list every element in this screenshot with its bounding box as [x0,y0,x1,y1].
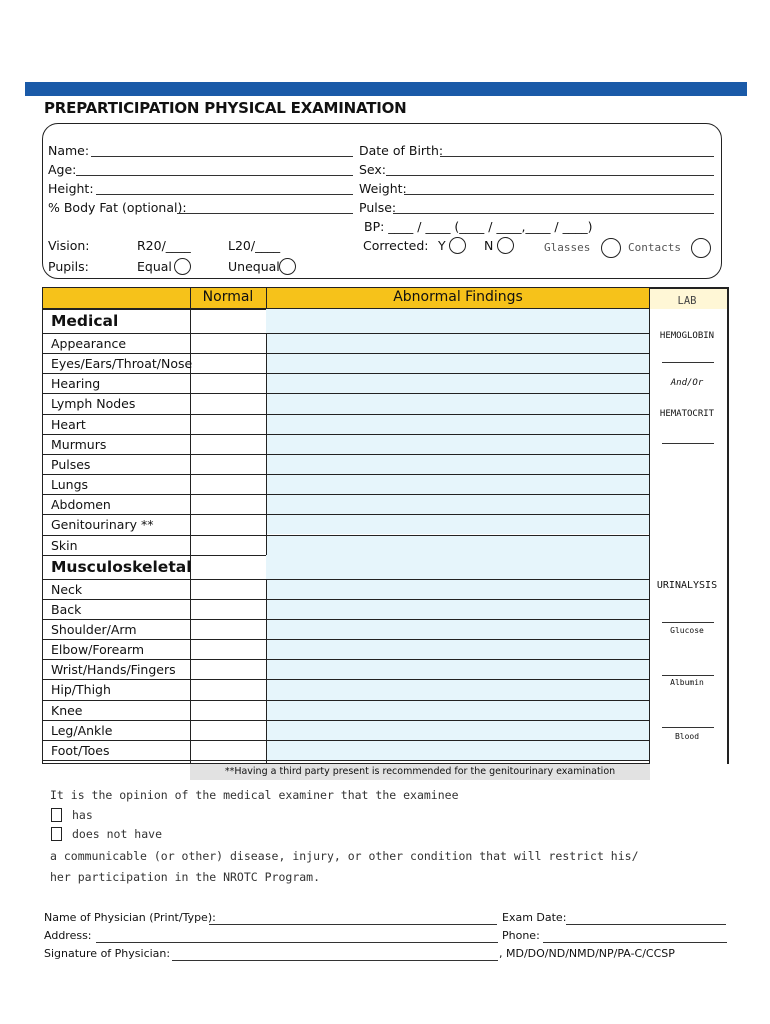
genitourinary-footnote: **Having a third party present is recommended for the genitourinary examination [190,764,650,780]
msk-row-label: Foot/Toes [51,742,110,758]
contacts-label: Contacts [628,241,681,254]
age-field[interactable] [76,163,353,176]
corrected-y-label: Y [438,238,446,253]
hematocrit-field[interactable] [662,443,714,444]
l20-field[interactable]: L20/____ [228,238,281,253]
phone-field[interactable] [543,942,727,943]
dob-field[interactable] [440,144,714,157]
r20-field[interactable]: R20/____ [137,238,191,253]
medical-row-label: Lungs [51,477,89,493]
medical-row-label: Lymph Nodes [51,396,136,412]
medical-row-label: Appearance [51,336,127,351]
msk-section-title: Musculoskeletal [51,557,192,576]
corrected-y-radio[interactable] [449,237,466,254]
header-bar [25,82,747,96]
name-label: Name: [48,143,90,158]
height-label: Height: [48,181,94,196]
msk-row-label: Knee [51,702,83,718]
pupils-label: Pupils: [48,259,89,274]
corrected-label: Corrected: [363,238,429,253]
name-field[interactable] [91,144,353,157]
albumin-label: Albumin [670,678,704,687]
exam-date-label: Exam Date: [502,911,567,924]
corrected-n-radio[interactable] [497,237,514,254]
weight-field[interactable] [404,182,714,195]
glasses-radio[interactable] [601,238,621,258]
sex-label: Sex: [359,162,387,177]
credentials-label: , MD/DO/ND/NMD/NP/PA-C/CCSP [499,947,675,960]
hemoglobin-field[interactable] [662,362,714,363]
exam-date-field[interactable] [566,924,726,925]
medical-row-label: Abdomen [51,497,111,513]
msk-row-label: Elbow/Forearm [51,642,145,658]
medical-row-label: Murmurs [51,436,107,452]
form-title: PREPARTICIPATION PHYSICAL EXAMINATION [44,99,407,117]
does-not-have-label: does not have [72,827,163,841]
medical-row-label: Skin [51,537,78,553]
table-border [42,287,650,764]
bp-field[interactable]: BP: ____ / ____ (____ / ____,____ / ____) [364,219,593,234]
opinion-condition: a communicable (or other) disease, injury, or other condition that will restrict his/ [50,849,639,863]
pulse-field[interactable] [393,201,714,214]
opinion-program: her participation in the NROTC Program. [50,870,321,884]
msk-row-label: Shoulder/Arm [51,621,137,637]
medical-row-label: Hearing [51,376,101,392]
height-field[interactable] [96,182,353,195]
address-label: Address: [44,929,92,942]
vision-label: Vision: [48,238,90,253]
msk-row-label: Neck [51,581,83,597]
does-not-have-checkbox[interactable] [51,827,62,841]
age-label: Age: [48,162,77,177]
opinion-intro: It is the opinion of the medical examiner that the examinee [50,788,459,802]
physician-name-label: Name of Physician (Print/Type): [44,911,216,924]
blood-field[interactable] [662,727,714,728]
medical-section-title: Medical [51,312,119,330]
lab-title: LAB [677,295,697,307]
medical-row-label: Heart [51,416,86,432]
lab-right-border [727,287,729,764]
urinalysis-label: URINALYSIS [656,580,718,591]
pupils-unequal-radio[interactable] [279,258,296,275]
glasses-label: Glasses [544,241,591,254]
sex-field[interactable] [386,163,714,176]
medical-row-label: Eyes/Ears/Throat/Nose [51,356,193,372]
hematocrit-label: HEMATOCRIT [659,409,715,419]
pupils-equal-label: Equal [137,259,172,274]
medical-row-label: Pulses [51,456,91,472]
signature-label: Signature of Physician: [44,947,171,960]
glucose-label: Glucose [670,626,704,635]
col-abnormal-header: Abnormal Findings [393,289,523,305]
glucose-field[interactable] [662,622,714,623]
msk-row-label: Leg/Ankle [51,722,113,738]
phone-label: Phone: [502,929,540,942]
signature-field[interactable] [172,960,498,961]
body-fat-field[interactable] [177,201,353,214]
body-fat-label: % Body Fat (optional): [48,200,187,215]
pupils-unequal-label: Unequal [228,259,280,274]
andor-label: And/Or [670,378,704,388]
address-field[interactable] [96,942,498,943]
has-checkbox[interactable] [51,808,62,822]
col-normal-header: Normal [202,289,254,305]
weight-label: Weight: [359,181,407,196]
albumin-field[interactable] [662,675,714,676]
dob-label: Date of Birth: [359,143,444,158]
physician-name-field[interactable] [209,924,497,925]
corrected-n-label: N [484,238,494,253]
lab-top-border [650,287,728,289]
msk-row-label: Wrist/Hands/Fingers [51,662,176,678]
blood-label: Blood [674,732,700,741]
contacts-radio[interactable] [691,238,711,258]
pulse-label: Pulse: [359,200,397,215]
medical-row-label: Genitourinary ** [51,517,154,533]
pupils-equal-radio[interactable] [174,258,191,275]
msk-row-label: Back [51,601,82,617]
has-label: has [72,808,93,822]
hemoglobin-label: HEMOGLOBIN [659,331,715,341]
msk-row-label: Hip/Thigh [51,682,111,698]
